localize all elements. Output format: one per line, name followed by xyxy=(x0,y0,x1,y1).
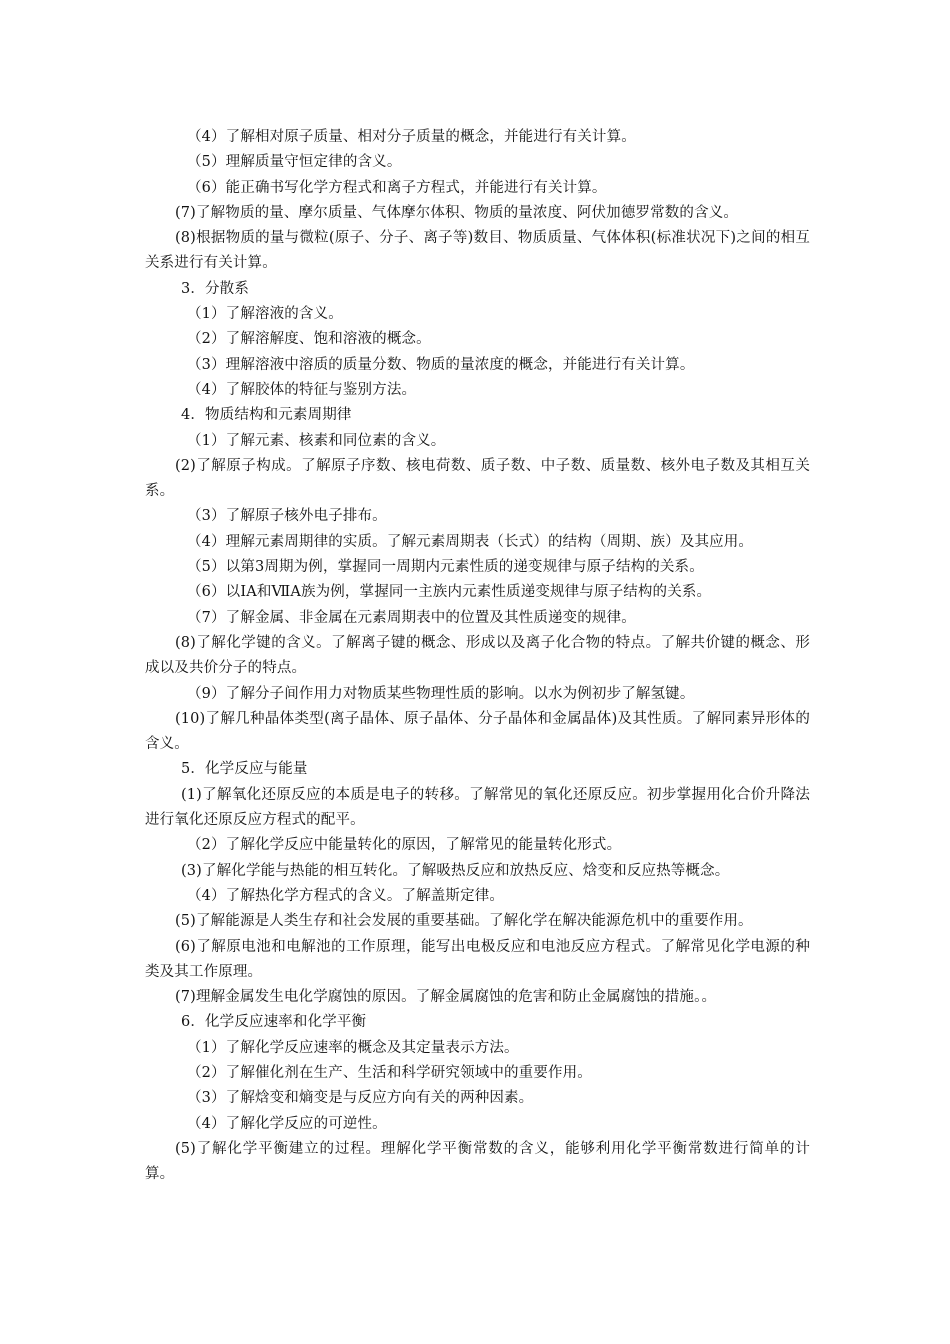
paragraph: (7)理解金属发生电化学腐蚀的原因。了解金属腐蚀的危害和防止金属腐蚀的措施。。 xyxy=(175,989,717,1006)
paragraph: （4）了解化学反应的可逆性。 xyxy=(187,1115,387,1132)
paragraph: （9）了解分子间作用力对物质某些物理性质的影响。以水为例初步了解氢键。 xyxy=(187,685,695,702)
paragraph: (1)了解氧化还原反应的本质是电子的转移。了解常见的氧化还原反应。初步掌握用化合价升降法进行氧化还原反应方程式的配平。 xyxy=(145,786,810,829)
paragraph: (5)了解化学平衡建立的过程。理解化学平衡常数的含义，能够利用化学平衡常数进行简单的计算。 xyxy=(145,1140,810,1183)
paragraph: （1）了解化学反应速率的概念及其定量表示方法。 xyxy=(187,1039,519,1056)
paragraph: （7）了解金属、非金属在元素周期表中的位置及其性质递变的规律。 xyxy=(187,609,636,626)
paragraph: (8)了解化学键的含义。了解离子键的概念、形成以及离子化合物的特点。了解共价键的概念、形成以及共价分子的特点。 xyxy=(145,634,810,677)
section-heading: 5．化学反应与能量 xyxy=(181,761,308,778)
paragraph: (10)了解几种晶体类型(离子晶体、原子晶体、分子晶体和金属晶体)及其性质。了解同素异形体的含义。 xyxy=(145,710,810,753)
paragraph: （6）能正确书写化学方程式和离子方程式，并能进行有关计算。 xyxy=(187,179,607,196)
paragraph: (2)了解原子构成。了解原子序数、核电荷数、质子数、中子数、质量数、核外电子数及其相互关系。 xyxy=(145,457,810,500)
paragraph: （1）了解元素、核素和同位素的含义。 xyxy=(187,432,446,449)
section-heading: 6．化学反应速率和化学平衡 xyxy=(181,1014,367,1031)
paragraph: （6）以ⅠA和ⅦA族为例，掌握同一主族内元素性质递变规律与原子结构的关系。 xyxy=(187,584,712,601)
paragraph: （4）理解元素周期律的实质。了解元素周期表（长式）的结构（周期、族）及其应用。 xyxy=(187,533,754,550)
paragraph: (6)了解原电池和电解池的工作原理，能写出电极反应和电池反应方程式。了解常见化学电源的种类及其工作原理。 xyxy=(145,938,810,980)
paragraph: （5）理解质量守恒定律的含义。 xyxy=(187,154,402,171)
paragraph: （4）了解胶体的特征与鉴别方法。 xyxy=(187,381,417,398)
paragraph: (7)了解物质的量、摩尔质量、气体摩尔体积、物质的量浓度、阿伏加德罗常数的含义。 xyxy=(175,204,739,221)
paragraph: （5）以第3周期为例，掌握同一周期内元素性质的递变规律与原子结构的关系。 xyxy=(187,559,704,576)
section-heading: 3．分散系 xyxy=(181,280,249,297)
section-heading: 4．物质结构和元素周期律 xyxy=(181,407,352,424)
paragraph: （2）了解化学反应中能量转化的原因，了解常见的能量转化形式。 xyxy=(187,837,622,854)
paragraph: （2）了解催化剂在生产、生活和科学研究领域中的重要作用。 xyxy=(187,1064,592,1081)
paragraph: （2）了解溶解度、饱和溶液的概念。 xyxy=(187,331,431,348)
paragraph: （4）了解热化学方程式的含义。了解盖斯定律。 xyxy=(187,887,505,904)
paragraph: （1）了解溶液的含义。 xyxy=(187,306,343,323)
paragraph: (5)了解能源是人类生存和社会发展的重要基础。了解化学在解决能源危机中的重要作用。 xyxy=(175,913,753,930)
paragraph: (3)了解化学能与热能的相互转化。了解吸热反应和放热反应、焓变和反应热等概念。 xyxy=(181,862,730,879)
paragraph: （3）了解焓变和熵变是与反应方向有关的两种因素。 xyxy=(187,1090,534,1107)
paragraph: （3）了解原子核外电子排布。 xyxy=(187,508,387,525)
paragraph: （4）了解相对原子质量、相对分子质量的概念，并能进行有关计算。 xyxy=(187,129,636,145)
document-body xyxy=(145,125,810,1187)
paragraph: (8)根据物质的量与微粒(原子、分子、离子等)数目、物质质量、气体体积(标准状况下)之间的相互关系进行有关计算。 xyxy=(145,230,810,272)
paragraph: （3）理解溶液中溶质的质量分数、物质的量浓度的概念，并能进行有关计算。 xyxy=(187,356,695,373)
